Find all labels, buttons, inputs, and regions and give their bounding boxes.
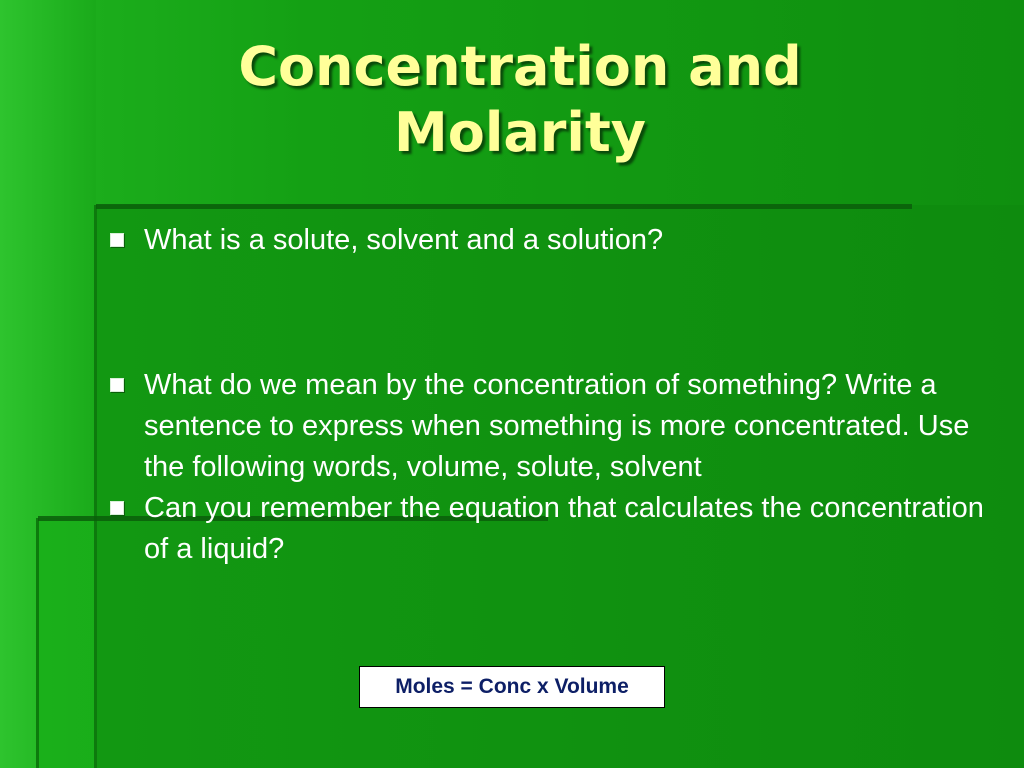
bullet-text: Can you remember the equation that calculates the concentration of a liquid?: [144, 492, 984, 565]
divider-vertical: [94, 205, 97, 768]
equation-text: Moles = Conc x Volume: [395, 675, 629, 698]
bullet-item: [104, 488, 984, 570]
divider-vertical-lower: [36, 518, 39, 768]
bullet-item: [104, 365, 984, 488]
title-line-2: Molarity: [394, 101, 646, 164]
square-bullet-icon: [110, 378, 124, 392]
square-bullet-icon: [110, 233, 124, 247]
slide-title: [120, 34, 920, 166]
bullet-text: What do we mean by the concentration of something? Write a sentence to express when something is more concentrated. Use the following words, volume, solute, solvent: [144, 369, 970, 483]
title-line-1: Concentration and: [238, 35, 802, 98]
divider-top: [96, 204, 912, 209]
equation-box: [359, 666, 665, 708]
bullet-text: What is a solute, solvent and a solution?: [144, 224, 664, 256]
square-bullet-icon: [110, 501, 124, 515]
bullet-list: [104, 220, 984, 570]
bullet-item: [104, 220, 984, 261]
